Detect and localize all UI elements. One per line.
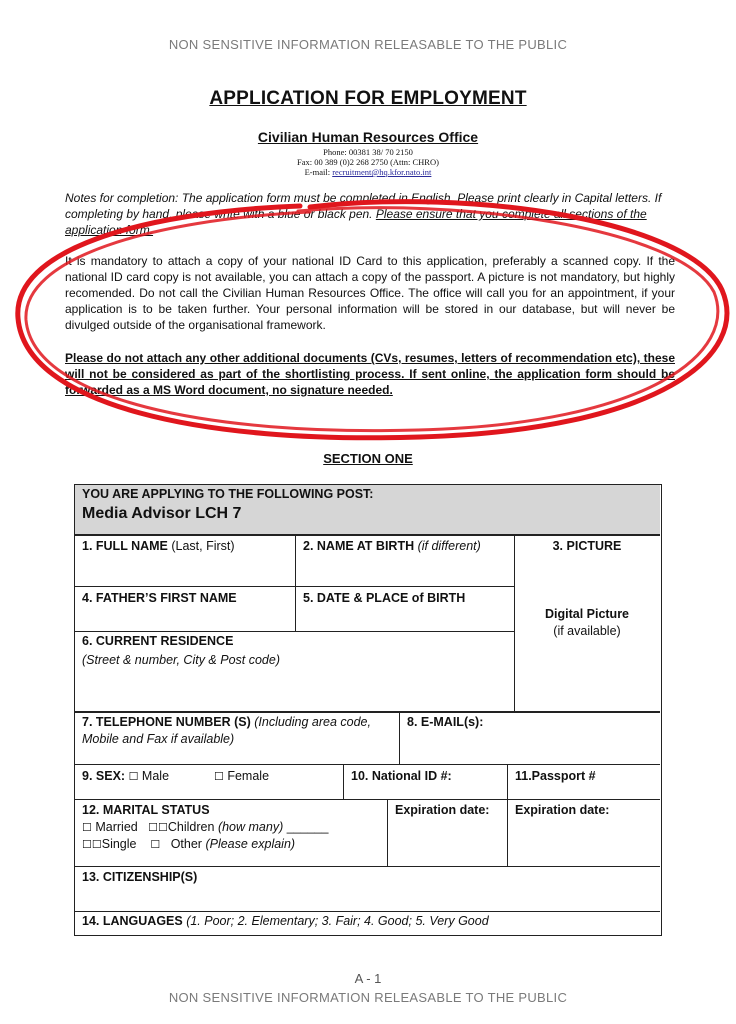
email-field[interactable]: 8. E-MAIL(s):	[407, 715, 484, 729]
mandatory-paragraph: It is mandatory to attach a copy of your national ID Card to this application, preferably a scanned copy. If the national ID card copy is not available, you can attach a copy of the passport. A picture is not mandatory, but highly recomended. Do not call the Civilian Human Resources Office. The office will call you for an appointment, if your application is to be taken further. Your personal information will be stored in our database, but will never be divulged outside of the organisational framework.	[65, 254, 675, 332]
section-title: SECTION ONE	[323, 451, 413, 466]
expiration-field-2[interactable]: Expiration date:	[515, 803, 610, 817]
post-label: YOU ARE APPLYING TO THE FOLLOWING POST:	[82, 487, 374, 501]
digital-picture-label: Digital Picture	[544, 607, 630, 621]
marital-line-2: ☐☐Single ☐ Other (Please explain)	[82, 837, 296, 851]
sex-field: 9. SEX: ☐ Male ☐ Female	[82, 769, 270, 783]
picture-label: 3. PICTURE	[552, 539, 622, 553]
office-phone: Phone: 00381 38/ 70 2150	[323, 147, 413, 157]
male-label: Male	[141, 769, 170, 783]
citizenship-field[interactable]: 13. CITIZENSHIP(S)	[82, 870, 198, 884]
marital-status-label: 12. MARITAL STATUS	[82, 803, 210, 817]
children-checkbox[interactable]: ☐☐	[148, 822, 168, 834]
languages-field[interactable]: 14. LANGUAGES (1. Poor; 2. Elementary; 3. Fair; 4. Good; 5. Very Good	[82, 914, 489, 928]
footer-banner: NON SENSITIVE INFORMATION RELEASABLE TO THE PUBLIC	[168, 990, 568, 1005]
female-checkbox[interactable]: ☐	[213, 771, 224, 783]
application-form	[74, 484, 662, 936]
documents-paragraph: Please do not attach any other additional documents (CVs, resumes, letters of recommendation etc), these will not be considered as part of the shortlisting process. If sent online, the application form should be forwarded as a MS Word document, no signature needed.	[65, 351, 675, 397]
office-email: E-mail: recruitment@hq.kfor.nato.int	[304, 167, 432, 177]
office-fax: Fax: 00 389 (0)2 268 2750 (Attn: CHRO)	[297, 157, 439, 167]
telephone-field[interactable]: 7. TELEPHONE NUMBER (S) (Including area code, Mobile and Fax if available)	[82, 715, 371, 746]
male-checkbox[interactable]: ☐	[128, 771, 139, 783]
office-name: Civilian Human Resources Office	[257, 129, 479, 145]
female-label: Female	[227, 769, 270, 783]
single-checkbox[interactable]: ☐☐	[82, 839, 102, 851]
email-link[interactable]: recruitment@hq.kfor.nato.int	[332, 167, 432, 177]
picture-hint: (if available)	[553, 624, 621, 638]
picture-upload-area[interactable]	[515, 586, 660, 711]
national-id-field[interactable]: 10. National ID #:	[351, 769, 452, 783]
expiration-field-1[interactable]: Expiration date:	[395, 803, 490, 817]
marital-line-1: ☐ Married ☐☐Children (how many) ______	[82, 820, 329, 834]
completion-notes: Notes for completion: The application form must be completed in English. Please print clearly in Capital letters. If completing by hand, please write with a blue or black pen. Please ensure that you complete all sections of the application form.	[65, 191, 662, 237]
residence-hint: (Street & number, City & Post code)	[82, 653, 280, 667]
name-at-birth-field[interactable]: 2. NAME AT BIRTH (if different)	[303, 539, 481, 553]
residence-label[interactable]: 6. CURRENT RESIDENCE	[82, 634, 234, 648]
passport-field[interactable]: 11.Passport #	[515, 769, 596, 783]
page-title: APPLICATION FOR EMPLOYMENT	[209, 88, 527, 109]
other-checkbox[interactable]: ☐	[150, 839, 161, 851]
married-checkbox[interactable]: ☐	[82, 822, 92, 834]
header-banner: NON SENSITIVE INFORMATION RELEASABLE TO THE PUBLIC	[168, 37, 568, 52]
fathers-name-field[interactable]: 4. FATHER’S FIRST NAME	[82, 591, 237, 605]
post-value: Media Advisor LCH 7	[82, 505, 242, 522]
full-name-field[interactable]: 1. FULL NAME (Last, First)	[82, 539, 235, 553]
page-number: A - 1	[354, 971, 382, 986]
date-place-birth-field[interactable]: 5. DATE & PLACE of BIRTH	[303, 591, 466, 605]
